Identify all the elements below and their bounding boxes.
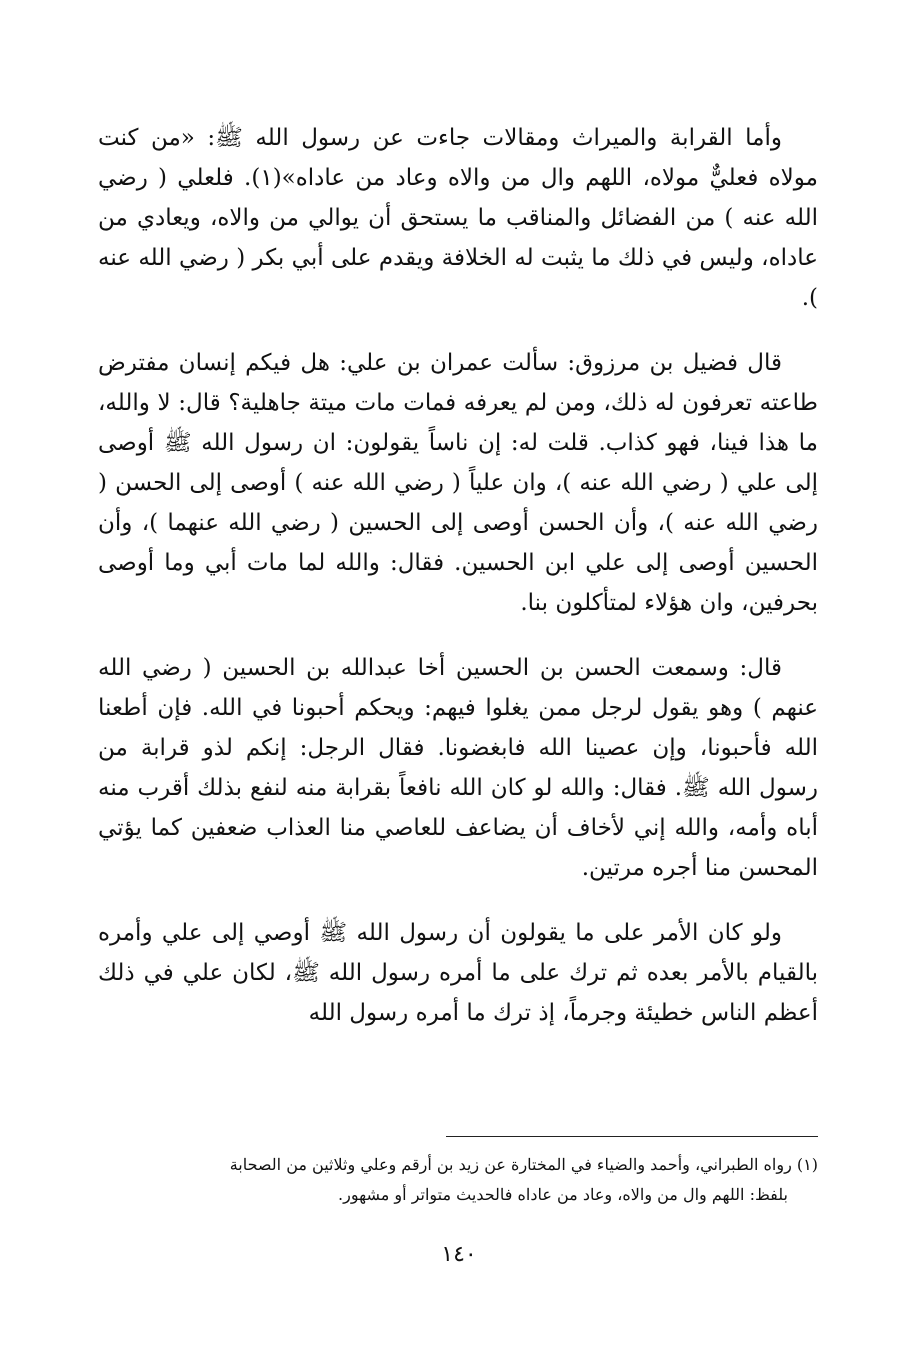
footnote-line-1: (١) رواه الطبراني، وأحمد والضياء في المختارة عن زيد بن أرقم وعلي وثلاثين من الصحابة xyxy=(229,1155,818,1174)
main-text xyxy=(98,118,818,1058)
footnote-line-2: بلفظ: اللهم وال من والاه، وعاد من عاداه فالحديث متواتر أو مشهور. xyxy=(338,1185,788,1204)
paragraph-1: وأما القرابة والميراث ومقالات جاءت عن رسول الله ﷺ: «من كنت مولاه فعليٌّ مولاه، اللهم وال من والاه وعاد من عاداه»(١). فلعلي ( رضي الله عنه ) من الفضائل والمناقب ما يستحق أن يوالي من والاه، ويعادي من عاداه، وليس في ذلك ما يثبت له الخلافة ويقدم على أبي بكر ( رضي الله عنه ). xyxy=(98,125,818,311)
footnote xyxy=(98,1150,818,1210)
footnote-separator xyxy=(446,1136,818,1137)
page-number: ١٤٠ xyxy=(441,1242,477,1267)
paragraph-2: قال فضيل بن مرزوق: سألت عمران بن علي: هل فيكم إنسان مفترض طاعته تعرفون له ذلك، ومن لم يعرفه فمات مات ميتة جاهلية؟ قال: لا والله، ما هذا فينا، فهو كذاب. قلت له: إن ناساً يقولون: ان رسول الله ﷺ أوصى إلى علي ( رضي الله عنه )، وان علياً ( رضي الله عنه ) أوصى إلى الحسن ( رضي الله عنه )، وأن الحسن أوصى إلى الحسين ( رضي الله عنهما )، وأن الحسين أوصى إلى علي ابن الحسين. فقال: والله لما مات أبي وما أوصى بحرفين، وان هؤلاء لمتأكلون بنا. xyxy=(98,350,818,616)
paragraph-3: قال: وسمعت الحسن بن الحسين أخا عبدالله بن الحسين ( رضي الله عنهم ) وهو يقول لرجل ممن يغلوا فيهم: ويحكم أحبونا في الله. فإن أطعنا الله فأحبونا، وإن عصينا الله فابغضونا. فقال الرجل: إنكم لذو قرابة من رسول الله ﷺ. فقال: والله لو كان الله نافعاً بقرابة منه لنفع بذلك أقرب منه أباه وأمه، والله إني لأخاف أن يضاعف للعاصي منا العذاب ضعفين كما يؤتي المحسن منا أجره مرتين. xyxy=(98,655,818,881)
paragraph-4: ولو كان الأمر على ما يقولون أن رسول الله ﷺ أوصي إلى علي وأمره بالقيام بالأمر بعده ثم ترك على ما أمره رسول الله ﷺ، لكان علي في ذلك أعظم الناس خطيئة وجرماً، إذ ترك ما أمره رسول الله xyxy=(98,920,818,1026)
